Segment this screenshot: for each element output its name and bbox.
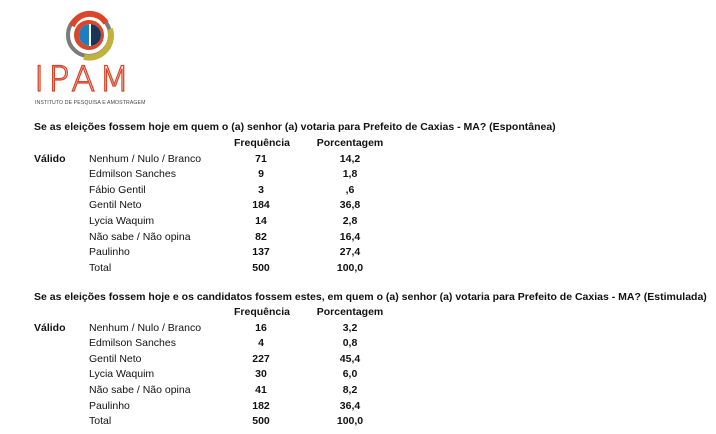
row-label: Total [89,415,112,428]
row-frequency: 16 [255,321,267,334]
row-label: Paulinho [89,246,130,259]
row-percentage: 14,2 [339,152,361,165]
row-label: Não sabe / Não opina [89,383,191,396]
row-label: Total [89,261,112,274]
row-label: Gentil Neto [89,199,142,212]
row-percentage: 2,8 [342,214,358,227]
row-percentage: 36,8 [339,199,361,212]
question-spontaneous: Se as eleições fossem hoje em quem o (a) senhor (a) votaria para Prefeito de Caxias - MA? (Espontânea) [34,121,556,133]
col-header-percentage: Porcentagem [316,137,384,149]
ipam-logo [34,6,184,106]
row-percentage: 0,8 [342,337,358,350]
ipam-subtitle: INSTITUTO DE PESQUISA E AMOSTRAGEM [35,100,146,106]
row-frequency: 137 [252,246,270,259]
row-frequency: 184 [252,199,270,212]
row-frequency: 500 [252,261,270,274]
row-percentage: 27,4 [339,246,361,259]
row-label: Nenhum / Nulo / Branco [89,152,202,165]
row-label: Nenhum / Nulo / Branco [89,321,202,334]
row-percentage: 6,0 [342,368,358,381]
row-frequency: 500 [252,415,270,428]
row-percentage: 1,8 [342,168,358,181]
row-label: Lycia Waquim [89,368,155,381]
row-label: Não sabe / Não opina [89,230,191,243]
group-label-valid: Válido [34,321,66,334]
row-frequency: 71 [255,152,267,165]
row-frequency: 182 [252,399,270,412]
row-label: Fábio Gentil [89,183,146,196]
row-frequency: 3 [258,183,264,196]
row-frequency: 30 [255,368,267,381]
row-frequency: 4 [258,337,264,350]
row-percentage: 36,4 [339,399,361,412]
row-frequency: 9 [258,168,264,181]
col-header-frequency: Frequência [234,306,291,318]
group-label-valid: Válido [34,152,66,165]
row-percentage: 100,0 [336,415,364,428]
row-label: Lycia Waquim [89,214,155,227]
row-percentage: 8,2 [342,383,358,396]
row-label: Edmilson Sanches [89,337,176,350]
row-percentage: 100,0 [336,261,364,274]
question-stimulated: Se as eleições fossem hoje e os candidatos fossem estes, em quem o (a) senhor (a) votaria para Prefeito de Caxias - MA? (Estimulada) [34,291,707,303]
row-percentage: 3,2 [342,321,358,334]
col-header-frequency: Frequência [234,137,291,149]
row-label: Edmilson Sanches [89,168,176,181]
row-percentage: 16,4 [339,230,361,243]
row-frequency: 14 [255,214,267,227]
row-frequency: 82 [255,230,267,243]
row-label: Paulinho [89,399,130,412]
col-header-percentage: Porcentagem [316,306,384,318]
row-frequency: 41 [255,383,267,396]
row-percentage: ,6 [345,183,355,196]
ipam-emblem-icon [62,6,122,64]
row-percentage: 45,4 [339,352,361,365]
row-frequency: 227 [252,352,270,365]
ipam-wordmark: IPAM [34,60,134,100]
row-label: Gentil Neto [89,352,142,365]
